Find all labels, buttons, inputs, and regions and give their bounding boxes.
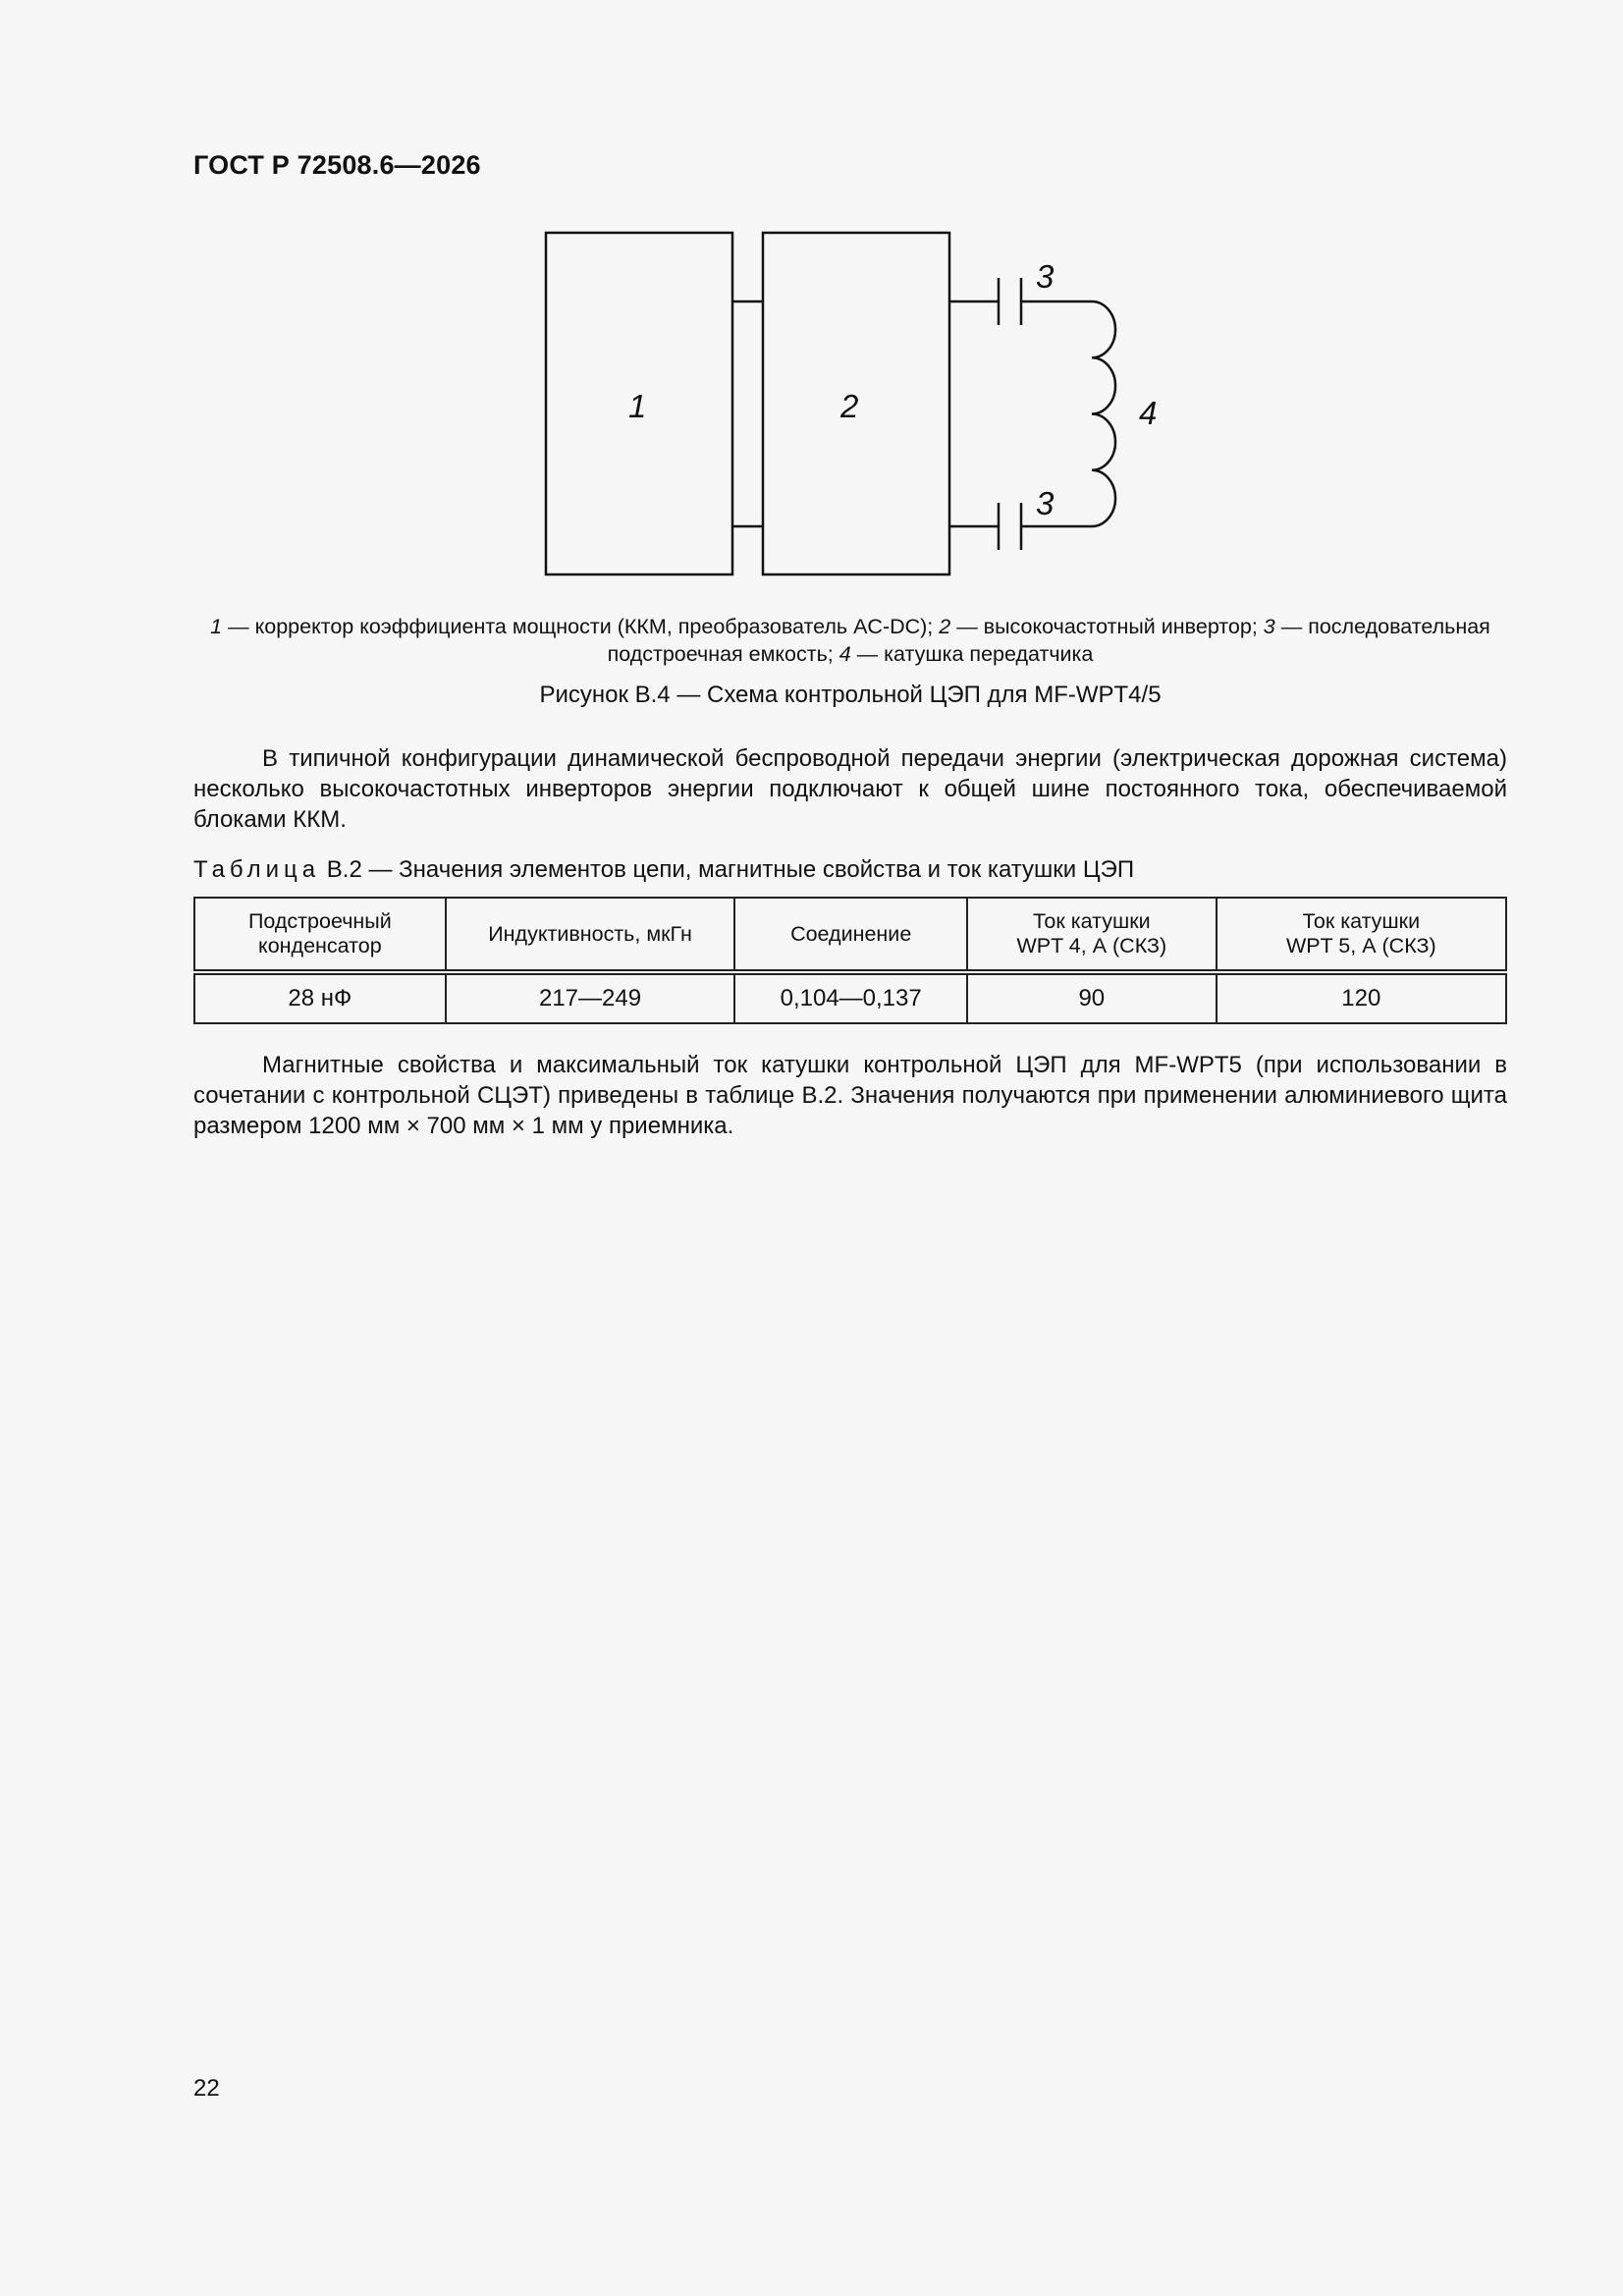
transmitter-coil bbox=[1092, 301, 1115, 526]
cell-current-wpt4: 90 bbox=[967, 972, 1217, 1023]
table-row bbox=[194, 972, 1506, 1023]
header-current-wpt5: Ток катушки WPT 5, А (СКЗ) bbox=[1217, 898, 1506, 972]
figure-legend: 1 — корректор коэффициента мощности (ККМ, преобразователь AC-DC); 2 — высокочастотный инвертор; 3 — последовательная подстроечная емкость; 4 — катушка передатчика bbox=[210, 615, 1490, 666]
circuit-diagram bbox=[0, 0, 1623, 589]
cell-trim-capacitor: 28 нФ bbox=[194, 972, 446, 1023]
header-trim-capacitor: Подстроечный конденсатор bbox=[194, 898, 446, 972]
label-capacitor-bottom: 3 bbox=[1036, 485, 1055, 521]
page-number: 22 bbox=[193, 2075, 220, 2102]
paragraph-magnetic-properties: Магнитные свойства и максимальный ток катушки контрольной ЦЭП для MF-WPT5 (при использовании в сочетании с контрольной СЦЭТ) приведены в таблице В.2. Значения получаются при применении алюминиевого щита размером 1200 мм × 700 мм × 1 мм у приемника. bbox=[193, 1052, 1507, 1139]
cell-current-wpt5: 120 bbox=[1217, 972, 1506, 1023]
table-title-prefix: Таблица bbox=[193, 856, 321, 883]
capacitor-top bbox=[999, 278, 1021, 325]
table-title-text: В.2 — Значения элементов цепи, магнитные свойства и ток катушки ЦЭП bbox=[320, 856, 1135, 883]
circuit-values-table bbox=[193, 897, 1507, 1024]
label-coil: 4 bbox=[1139, 395, 1158, 431]
label-block-1: 1 bbox=[628, 388, 647, 424]
document-header: ГОСТ Р 72508.6—2026 bbox=[193, 150, 481, 180]
table-title bbox=[193, 856, 1507, 884]
capacitor-bottom bbox=[999, 503, 1021, 550]
circuit-diagram-svg bbox=[0, 0, 1623, 589]
paragraph-dynamic-wpt: В типичной конфигурации динамической беспроводной передачи энергии (электрическая дорожная система) несколько высокочастотных инверторов энергии подключают к общей шине постоянного тока, обеспечиваемой блоками ККМ. bbox=[193, 745, 1507, 833]
header-inductance: Индуктивность, мкГн bbox=[446, 898, 735, 972]
header-coupling: Соединение bbox=[734, 898, 967, 972]
cell-inductance: 217—249 bbox=[446, 972, 735, 1023]
cell-coupling: 0,104—0,137 bbox=[734, 972, 967, 1023]
table-header-row bbox=[194, 898, 1506, 972]
label-capacitor-top: 3 bbox=[1036, 258, 1055, 295]
header-current-wpt4: Ток катушки WPT 4, А (СКЗ) bbox=[967, 898, 1217, 972]
label-block-2: 2 bbox=[840, 388, 859, 424]
figure-caption: Рисунок В.4 — Схема контрольной ЦЭП для MF-WPT4/5 bbox=[539, 682, 1162, 708]
